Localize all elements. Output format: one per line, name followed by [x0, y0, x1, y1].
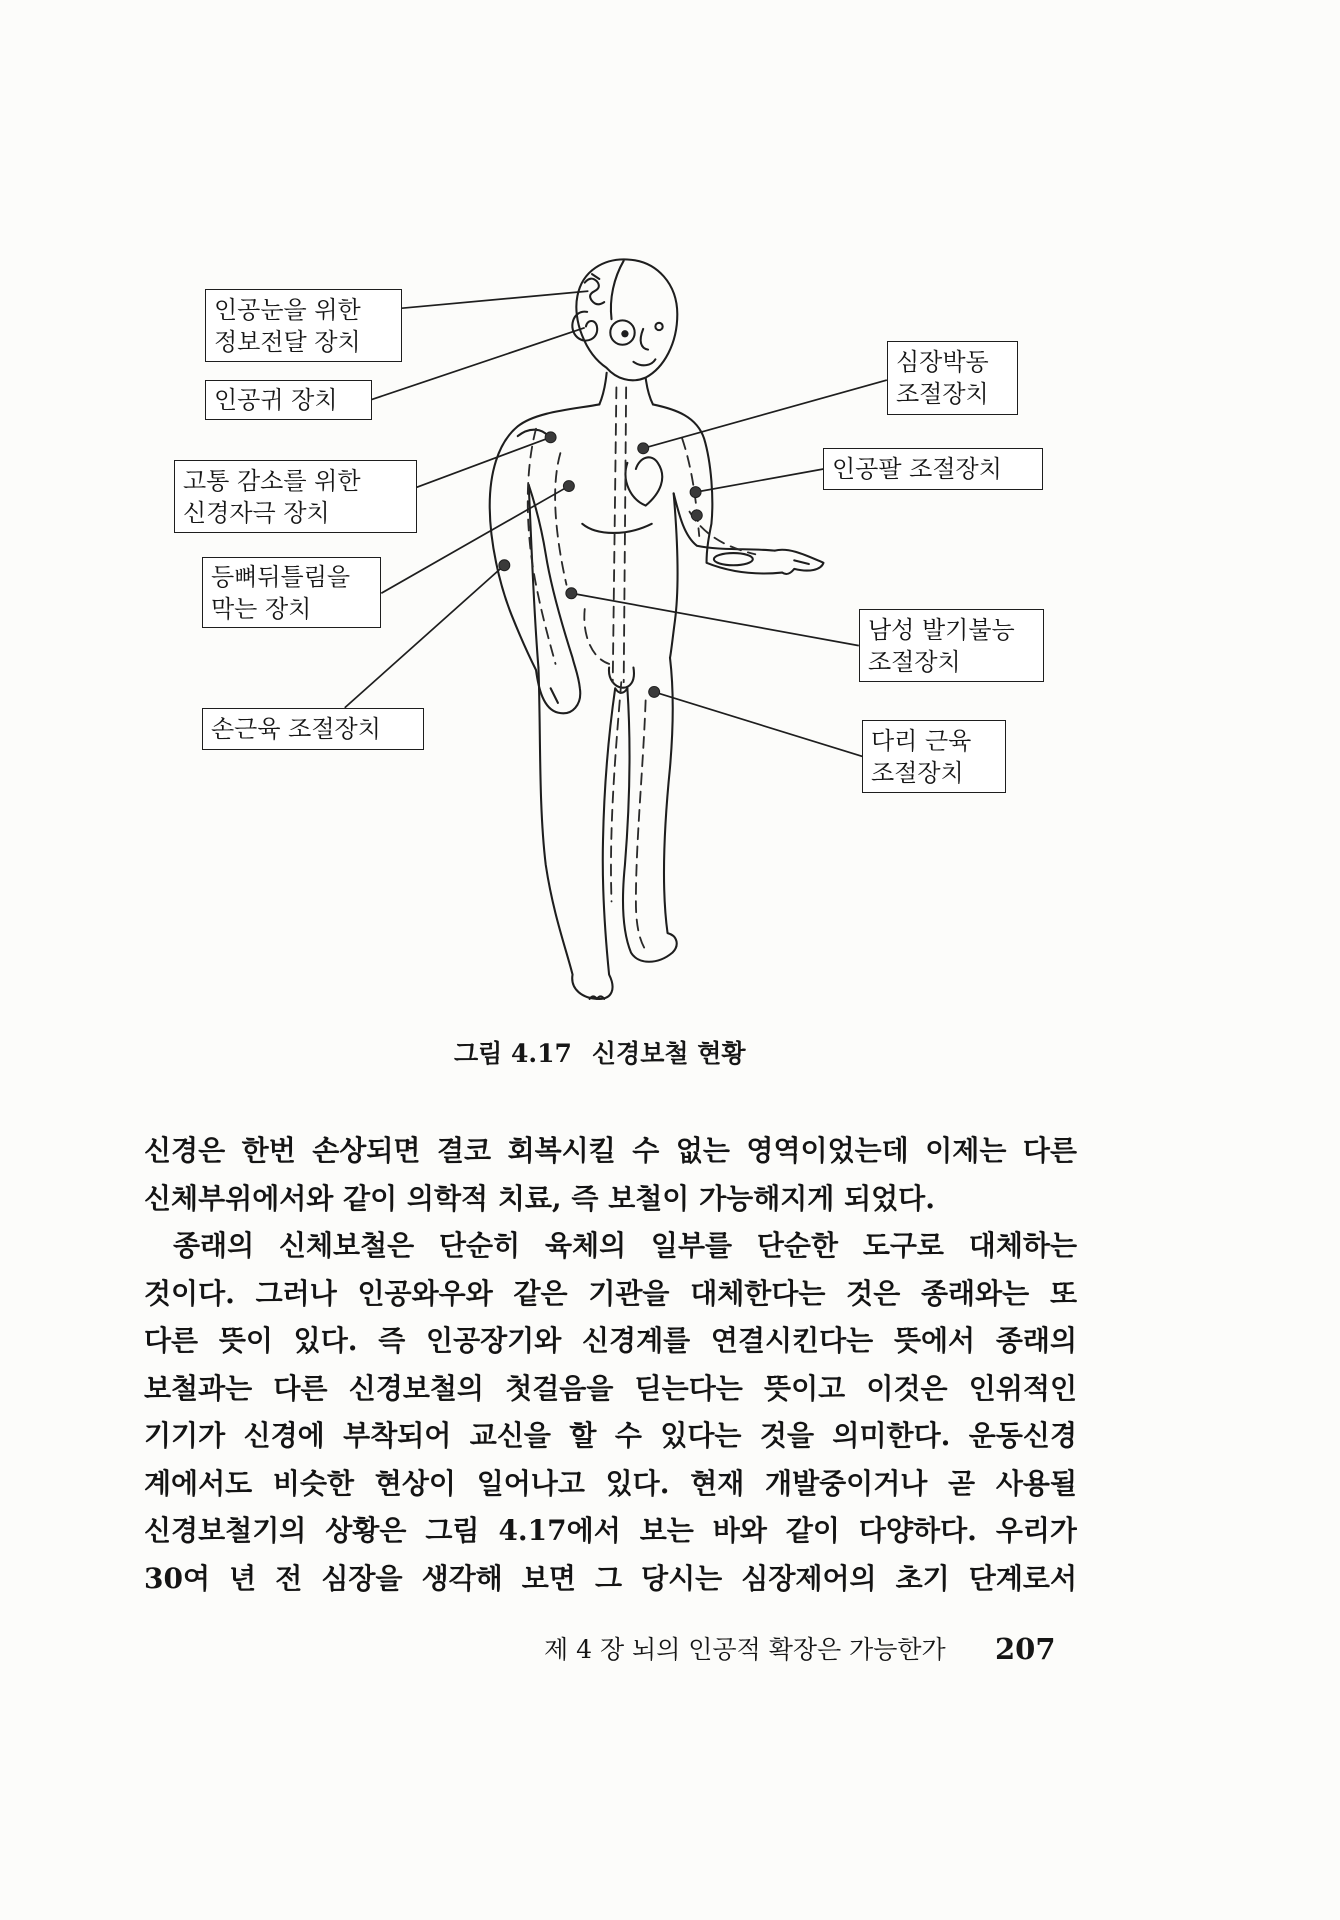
figure-mouth — [633, 359, 655, 365]
label-heart-pacing-controller — [887, 341, 1018, 415]
label-line: 손근육 조절장치 — [211, 715, 381, 743]
figure-number: 그림 4.17 — [454, 1039, 572, 1068]
leader-line-heart — [643, 380, 887, 448]
skull-implant-line — [611, 261, 624, 319]
text-line: 신체부위에서와 같이 의학적 치료, 즉 보철이 가능해지게 되었다. — [144, 1181, 935, 1215]
figure-left-arm — [490, 404, 600, 713]
label-pain-relief-stimulator — [174, 460, 417, 533]
figure-right-forearm — [674, 493, 775, 550]
scalp-device — [585, 274, 604, 304]
device-dot-leg — [649, 686, 660, 697]
label-line: 막는 장치 — [211, 594, 312, 623]
text-line: 30여 년 전 심장을 생각해 보면 그 당시는 심장제어의 초기 단계로서 — [144, 1561, 1077, 1595]
label-line: 인공팔 조절장치 — [832, 455, 1002, 483]
device-dot-hand — [499, 560, 510, 571]
figure-title: 신경보철 현황 — [591, 1039, 746, 1068]
device-dot-arm-upper — [690, 487, 701, 498]
label-spine-scoliosis-device — [202, 557, 381, 628]
device-dot-heart — [638, 443, 649, 454]
shoulder-device — [518, 430, 548, 436]
text-line: 신경은 한번 손상되면 결코 회복시킬 수 없는 영역이었는데 이제는 다른 — [144, 1134, 1077, 1167]
figure-nose — [641, 329, 648, 350]
label-line: 정보전달 장치 — [214, 327, 361, 356]
text-line: 기기가 신경에 부착되어 교신을 할 수 있다는 것을 의미한다. 운동신경 — [144, 1419, 1077, 1452]
label-line: 남성 발기불능 — [868, 615, 1015, 644]
text-line: 것이다. 그러나 인공와우와 같은 기관을 대체한다는 것은 종래와는 또 — [144, 1276, 1077, 1310]
label-impotence-controller — [859, 609, 1044, 682]
leader-line-ear — [372, 328, 585, 400]
figure-left-leg — [538, 668, 627, 999]
label-line: 조절장치 — [896, 380, 989, 408]
abdomen-sketch — [582, 524, 651, 533]
label-line: 인공눈을 위한 — [214, 295, 361, 324]
spinal-nerve-left — [613, 387, 617, 682]
left-eye-pupil — [621, 330, 628, 337]
text-line: 신경보철기의 상황은 그림 4.17에서 보는 바와 같이 다양하다. 우리가 — [144, 1514, 1077, 1547]
label-line: 인공귀 장치 — [214, 386, 338, 414]
ear-device — [572, 312, 597, 341]
torso-nerve — [555, 453, 566, 585]
label-line: 다리 근육 — [871, 726, 972, 755]
page-number: 207 — [995, 1632, 1056, 1666]
running-footer-chapter: 제 4 장 뇌의 인공적 확장은 가능한가 — [544, 1635, 946, 1664]
body-text — [144, 1127, 1077, 1602]
right-leg-nerve — [636, 700, 646, 950]
figure-right-hand — [775, 550, 824, 574]
heart-sketch — [626, 457, 663, 505]
device-dot-shoulder — [545, 432, 556, 443]
text-line: 보철과는 다른 신경보철의 첫걸음을 딛는다는 뜻이고 이것은 인위적인 — [144, 1371, 1077, 1405]
figure-caption — [454, 1036, 746, 1072]
figure-torso-right — [670, 493, 678, 657]
label-artificial-arm-controller — [823, 448, 1043, 490]
device-dot-spine — [563, 481, 574, 492]
leader-line-impotence — [571, 593, 858, 645]
figure-left-thumb — [551, 688, 558, 703]
label-artificial-ear-device — [205, 380, 372, 420]
leader-line-eye — [402, 291, 588, 308]
label-artificial-eye-device — [205, 289, 402, 362]
label-line: 고통 감소를 위한 — [183, 466, 361, 495]
figure-right-leg — [623, 658, 677, 962]
arm-band-device — [714, 553, 753, 565]
device-dot-pelvis — [566, 588, 577, 599]
leader-line-arm — [696, 469, 824, 492]
figure-head — [576, 259, 677, 380]
label-hand-muscle-controller — [202, 708, 424, 750]
text-line: 종래의 신체보철은 단순히 육체의 일부를 단순한 도구로 대체하는 — [173, 1229, 1077, 1262]
label-line: 심장박동 — [896, 348, 989, 376]
leader-line-pain — [417, 437, 551, 487]
label-line: 조절장치 — [871, 758, 964, 787]
leader-line-leg — [654, 692, 862, 757]
text-line: 계에서도 비슷한 현상이 일어나고 있다. 현재 개발중이거나 곧 사용될 — [144, 1466, 1077, 1500]
label-line: 신경자극 장치 — [183, 498, 330, 527]
label-leg-muscle-controller — [862, 720, 1006, 793]
label-line: 등뼈뒤틀림을 — [211, 562, 351, 591]
device-dot-arm-lower — [691, 510, 702, 521]
text-line: 다른 뜻이 있다. 즉 인공장기와 신경계를 연결시킨다는 뜻에서 종래의 — [144, 1324, 1077, 1357]
spinal-nerve-right — [624, 387, 626, 682]
label-line: 조절장치 — [868, 647, 961, 676]
pelvic-nerve — [584, 609, 609, 664]
right-eye — [655, 323, 662, 330]
